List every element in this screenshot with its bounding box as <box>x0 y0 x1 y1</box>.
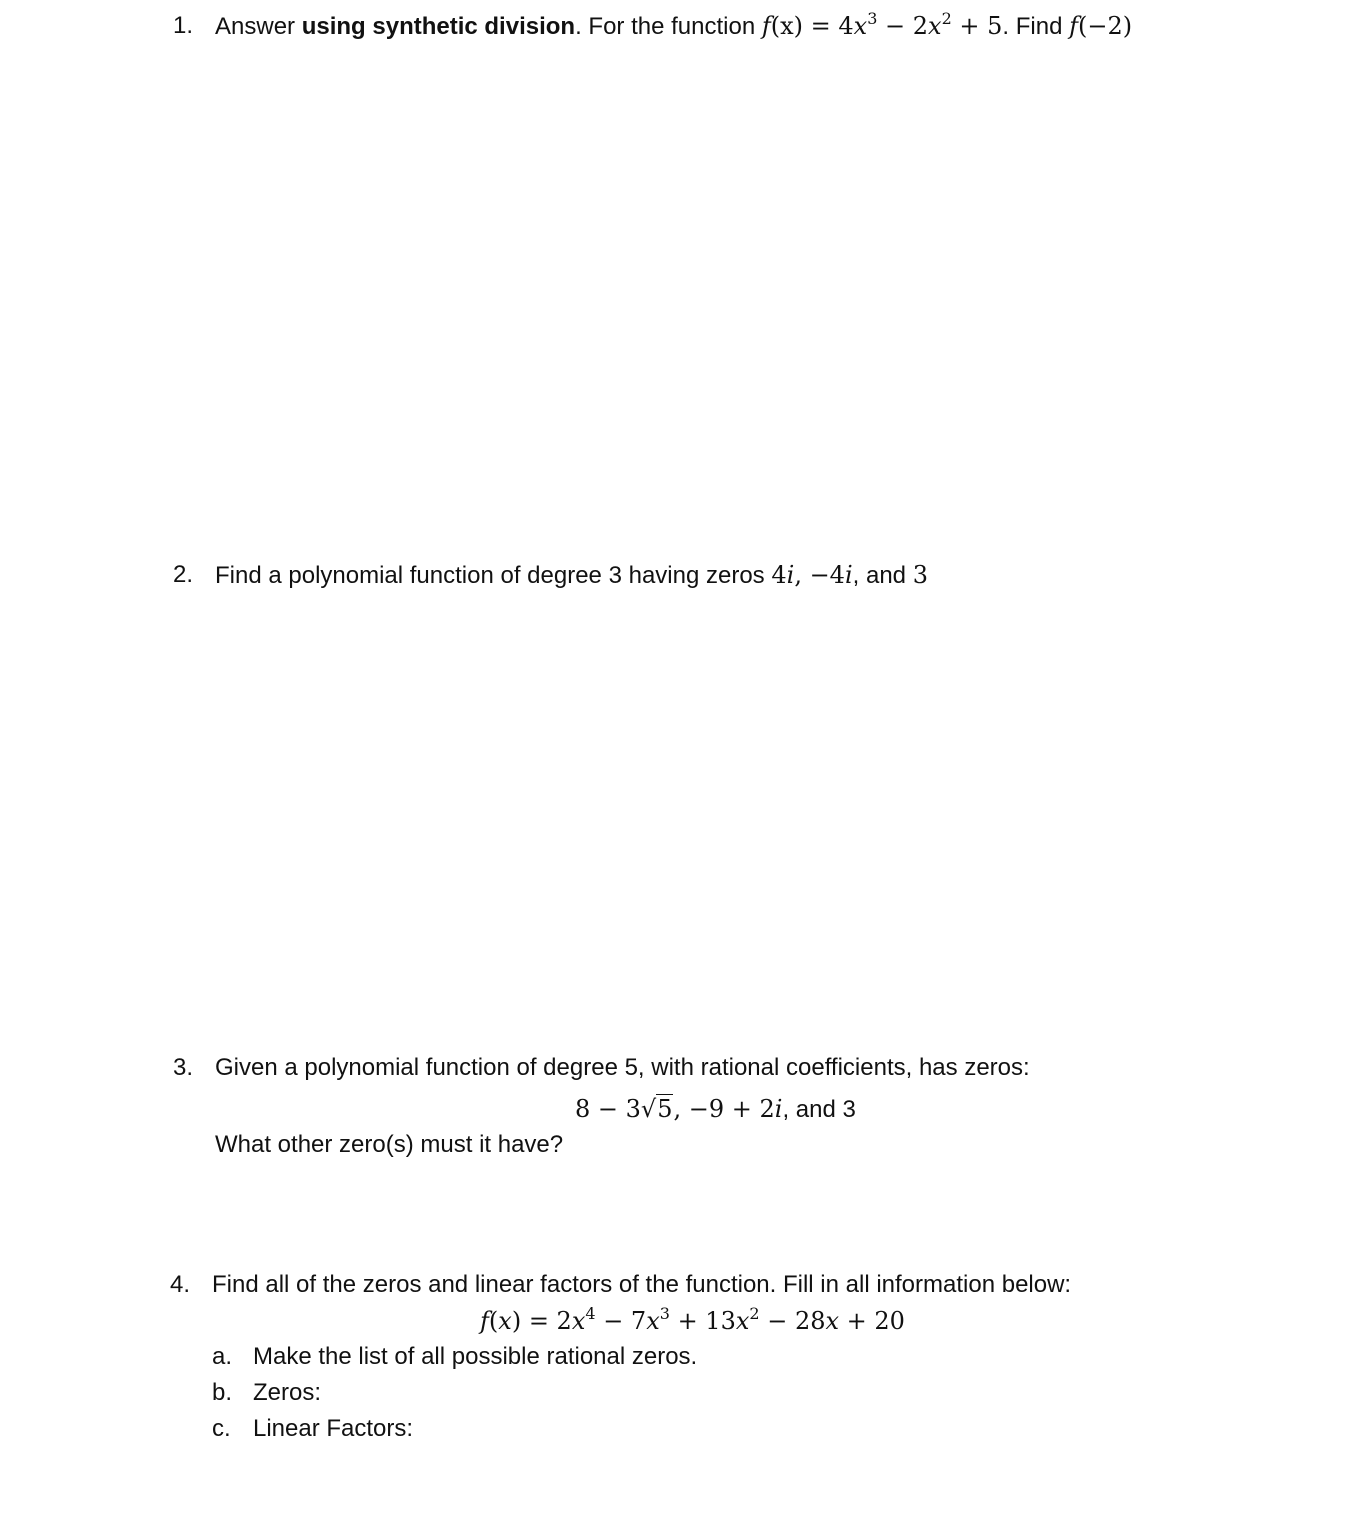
sqrt-symbol: √5 <box>640 1095 673 1123</box>
question-1-find-expr: f(−2) <box>1069 12 1133 40</box>
part-text: Zeros: <box>253 1379 322 1406</box>
question-2-zeros: 4i, −4i <box>771 561 853 589</box>
part-label: a. <box>212 1343 233 1370</box>
part-text: Make the list of all possible rational zeros. <box>253 1343 698 1370</box>
question-1-text <box>215 11 1132 42</box>
question-1-prefix: Answer <box>215 13 302 40</box>
question-3-line-3: What other zero(s) must it have? <box>215 1131 564 1158</box>
part-label: c. <box>212 1415 231 1442</box>
question-3-number: 3. <box>173 1054 194 1081</box>
question-4-number: 4. <box>170 1271 191 1298</box>
question-4-function: $f(x) = 2x^4 - 7x^3 + 13x^2 - 28x + 20$ <box>480 1304 905 1335</box>
question-3-zeros: 8 − 3√5, −9 + 2i, and 3 <box>575 1095 856 1123</box>
question-2-number: 2. <box>173 561 194 588</box>
question-3-line-1: Given a polynomial function of degree 5, with rational coefficients, has zeros: <box>215 1054 1030 1081</box>
question-4-line-1: Find all of the zeros and linear factors of the function. Fill in all information below: <box>212 1271 1072 1298</box>
question-1-middle: . For the function <box>575 13 762 40</box>
part-text: Linear Factors: <box>253 1415 414 1442</box>
question-1-function: $f(x) = 4x^3 - 2x^2 + 5$ <box>761 9 1003 40</box>
question-1-bold: using synthetic division <box>301 13 576 40</box>
question-2-text: Find a polynomial function of degree 3 having zeros 4i, −4i, and 3 <box>215 561 928 589</box>
question-1-number: 1. <box>173 12 194 39</box>
question-1-find-label: . Find <box>1002 13 1070 40</box>
part-label: b. <box>212 1379 233 1406</box>
